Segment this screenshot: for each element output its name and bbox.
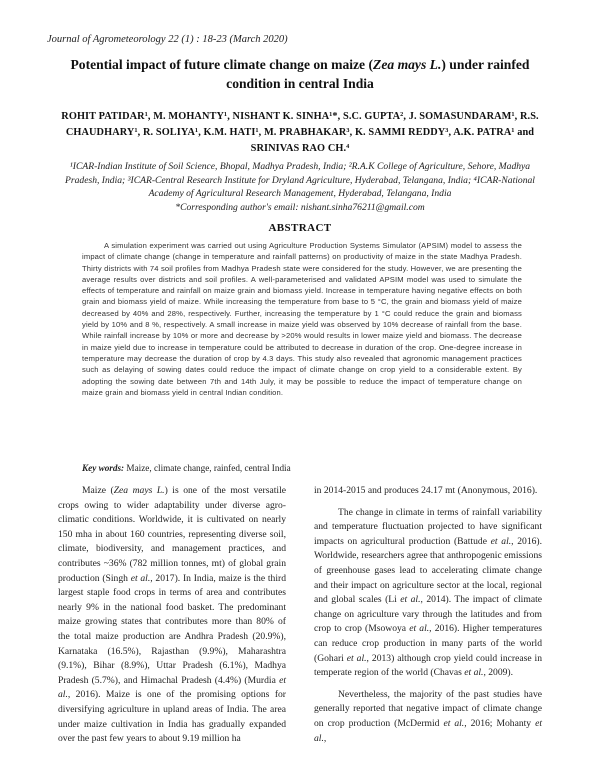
text-run: , 2017). In India, maize is the third largest staple food crops in terms of area and contributes nearly 9% in the national food basket. The predominant maize growing states that contributes more than 80% of the total maize production are Andhra Pradesh (20.9%), Karnataka (16.5%), Rajasthan (9.9%), Maharashtra (9.1%), Bihar (8.9%), Uttar Pradesh (6.1%), Madhya Pradesh (5.7%), and Himachal Pradesh (4.4%) (Murdia <box>58 572 286 686</box>
text-run-italic: Zea mays L. <box>113 485 165 496</box>
paragraph-continued: in 2014-2015 and produces 24.17 mt (Anonymous, 2016). <box>314 485 538 496</box>
paper-title <box>55 55 545 93</box>
paragraph-intro <box>58 484 286 747</box>
body-column-right <box>314 484 542 746</box>
affiliations-block <box>55 160 545 214</box>
keywords <box>82 463 522 473</box>
text-run: The change in climate in terms of rainfall variability and temperature fluctuation projected to have significant impacts on agricultural production (Battude <box>314 506 542 547</box>
text-run: , 2013) although crop yield could increase in temperate region of the world (Chavas <box>314 652 543 679</box>
paragraph-climate <box>314 506 542 681</box>
affiliations: ¹ICAR-Indian Institute of Soil Science, Bhopal, Madhya Pradesh, India; ²R.A.K College of Agriculture, Sehore, Madhya Pradesh, India; ³ICAR-Central Research Institute for Dryland Agriculture, Hyderabad, Telangana, India; ⁴ICAR-National Academy of Agricultural Research Management, Hyderabad, Telangana, India <box>65 161 535 199</box>
text-run: , 2016; Mohanty <box>464 717 536 729</box>
text-run: ) is one of the most versatile crops owing to wider adaptability under diverse agro-climatic conditions. Worldwide, it is cultivated on nearly 150 mha in about 160 countries, representing diverse soil, climate, biodiversity, and management practices, and contributes ~36% (782 million tonnes, mt) of global grain production (Singh <box>58 485 286 584</box>
text-run-italic: et al. <box>400 594 421 606</box>
text-run-italic: et al. <box>130 572 151 584</box>
abstract-heading: ABSTRACT <box>268 222 332 234</box>
abstract-text: A simulation experiment was carried out using Agriculture Production Systems Simulator (APSIM) model to assess the impact of climate change (change in temperature and rainfall patterns) on productivity of maize in the state Madhya Pradesh. Thirty districts with 74 soil profiles from Madhya Pradesh state were considered for the study. However, we are presenting the average results over districts and soil profiles. A well-parameterised and validated APSIM model was used to simulate the effects of temperature and rainfall on maize grain and biomass yield. Increase in temperature having negative effects on both grain and biomass yield of maize. While increasing the temperature from base to 5 °C, the grain and biomass yield of maize decreased by 40% and 28%, respectively. Further, increasing the temperature by 1 °C could reduce the grain and biomass yield by 10% and 8 %, respectively. A small increase in maize yield was observed by 10% decrease of rainfall from the base. While rainfall increase by 10% or more and decrease by >20% would results in lower maize yield and biomass. The decrease in maize yield due to increase in temperature could be attributed to decrease in duration of the crop. One-degree increase in temperature may decrease the duration of crop by 4.3 days. This study also revealed that agronomic management practices such as delaying of sowing dates could reduce the impact of climate change on crop yield to a considerable extent. By adopting the sowing date between 7th and 14th July, it may be possible to reduce the impact of temperature change on maize grain and biomass yield in central Indian condition. <box>82 241 522 397</box>
text-run-italic: et al. <box>58 674 286 701</box>
title-part1: Potential impact of future climate change on maize ( <box>70 57 374 72</box>
text-run: , <box>323 732 327 744</box>
title-part2: ) under rainfed condition in central India <box>226 57 530 91</box>
journal-citation: Journal of Agrometeorology 22 (1) : 18-23 (March 2020) <box>47 34 288 45</box>
text-run: Nevertheless, the majority of the past studies have generally reported that negative impact of climate change on crop production (McDermid <box>314 688 542 729</box>
text-run: , 2016). Higher temperatures can reduce crop production in many parts of the world (Gohari <box>314 623 543 664</box>
text-run: , 2016). Maize is one of the promising options for diversifying agriculture in upland areas of India. The area under maize cultivation in India has gradually expanded over the past few years to about 9.19 million ha <box>58 689 286 745</box>
paragraph-past-studies <box>314 688 542 746</box>
keywords-text: Maize, climate change, rainfed, central India <box>124 463 291 473</box>
text-run-italic: et al. <box>346 652 367 664</box>
text-run-italic: et al. <box>409 623 430 635</box>
text-run: , 2016). Worldwide, researchers agree that anthropogenic emissions of greenhouse gases lead to accelerating climate change and their impact on agriculture sector at the local, regional and global scales (Li <box>314 535 543 606</box>
text-run-italic: et al. <box>464 667 484 679</box>
author-list: ROHIT PATIDAR¹, M. MOHANTY¹, NISHANT K. SINHA¹*, S.C. GUPTA², J. SOMASUNDARAM¹, R.S. CHAUDHARY¹, R. SOLIYA¹, K.M. HATI¹, M. PRABHAKAR³, K. SAMMI REDDY³, A.K. PATRA¹ and SRINIVAS RAO CH.⁴ <box>61 111 539 154</box>
text-run: Maize ( <box>82 485 114 496</box>
text-run-italic: et al. <box>443 717 465 729</box>
keywords-label: Key words: <box>82 463 125 473</box>
title-species: Zea mays L. <box>373 57 442 72</box>
text-run-italic: et al. <box>490 535 512 547</box>
text-run: , 2014). The impact of climate change on agriculture vary through the latitudes and from crop to crop (Msowoya <box>314 594 542 635</box>
corresponding-author: *Corresponding author's email: nishant.sinha76211@gmail.com <box>175 201 425 213</box>
body-column-left <box>58 484 286 747</box>
text-run-italic: et al. <box>314 717 543 744</box>
text-run: , 2009). <box>483 667 514 679</box>
